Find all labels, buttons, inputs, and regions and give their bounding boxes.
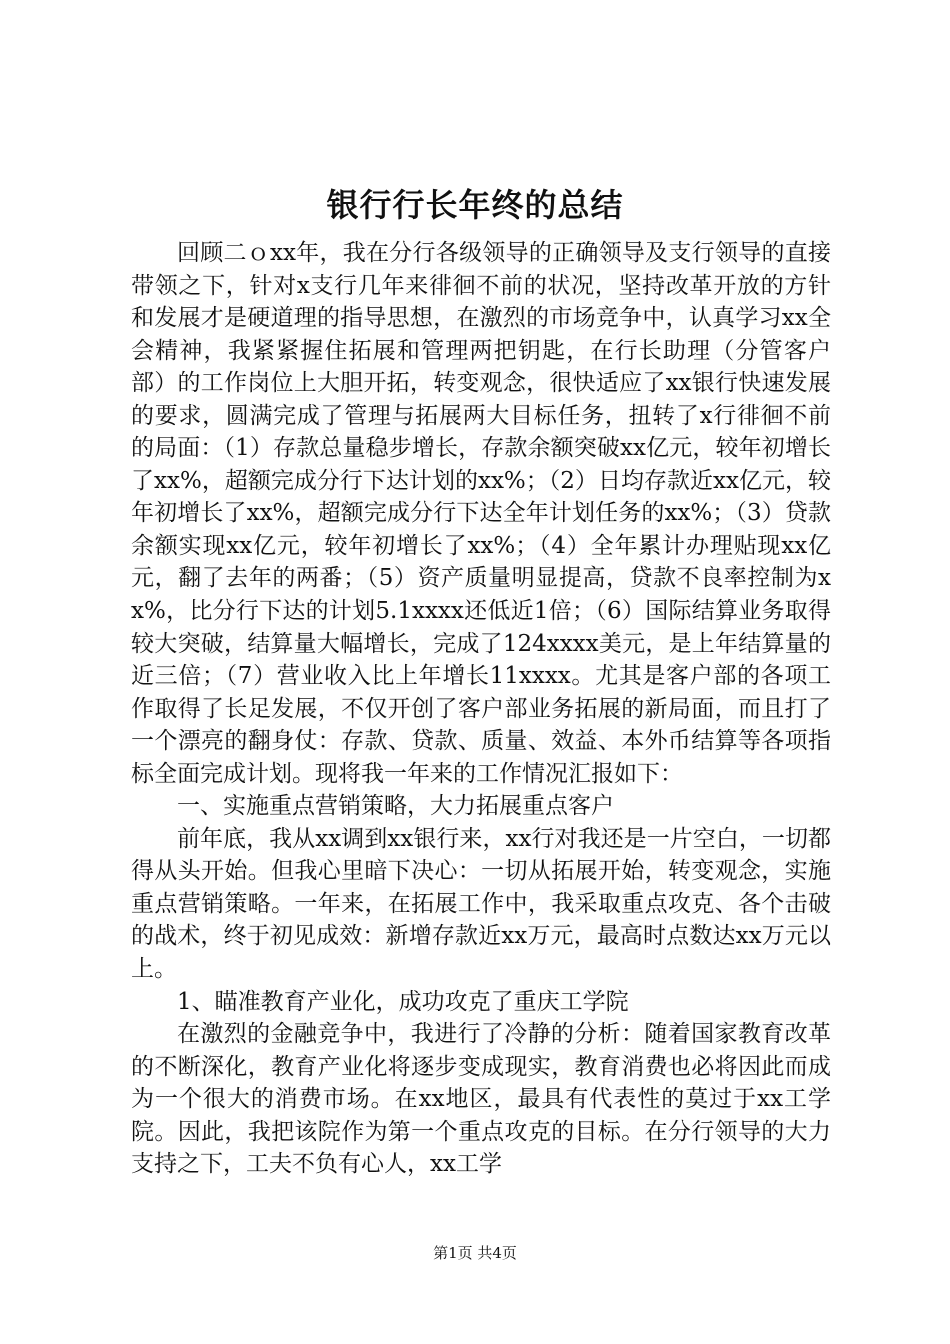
page-number-footer: 第1页 共4页 — [433, 1244, 517, 1262]
paragraph-section-1: 前年底，我从xx调到xx银行来，xx行对我还是一片空白，一切都得从头开始。但我心里暗下决心：一切从拓展开始，转变观念，实施重点营销策略。一年来，在拓展工作中，我采取重点攻克、各个击破的战术，终于初见成效：新增存款近xx万元，最高时点数达xx万元以上。 — [131, 825, 831, 983]
paragraph-intro: 回顾二ｏxx年，我在分行各级领导的正确领导及支行领导的直接带领之下，针对x支行几年来徘徊不前的状况，坚持改革开放的方针和发展才是硬道理的指导思想，在激烈的市场竞争中，认真学习xx全会精神，我紧紧握住拓展和管理两把钥匙，在行长助理（分管客户部）的工作岗位上大胆开拓，转变观念，很快适应了xx银行快速发展的要求，圆满完成了管理与拓展两大目标任务，扭转了x行徘徊不前的局面：（1）存款总量稳步增长，存款余额突破xx亿元，较年初增长了xx%，超额完成分行下达计划的xx%；（2）日均存款近xx亿元，较年初增长了xx%，超额完成分行下达全年计划任务的xx%；（3）贷款余额实现xx亿元，较年初增长了xx%；（4）全年累计办理贴现xx亿元，翻了去年的两番；（5）资产质量明显提高，贷款不良率控制为xx%，比分行下达的计划5.1xxxx还低近1倍；（6）国际结算业务取得较大突破，结算量大幅增长，完成了124xxxx美元，是上年结算量的近三倍；（7）营业收入比上年增长11xxxx。尤其是客户部的各项工作取得了长足发展，不仅开创了客户部业务拓展的新局面，而且打了一个漂亮的翻身仗：存款、贷款、质量、效益、本外币结算等各项指标全面完成计划。现将我一年来的工作情况汇报如下： — [131, 240, 831, 787]
document-body — [131, 237, 831, 1181]
subsection-heading-1: 1、瞄准教育产业化，成功攻克了重庆工学院 — [177, 988, 629, 1015]
section-heading-1: 一、实施重点营销策略，大力拓展重点客户 — [177, 793, 614, 820]
document-title: 银行行长年终的总结 — [326, 186, 624, 224]
paragraph-subsection-1: 在激烈的金融竞争中，我进行了冷静的分析：随着国家教育改革的不断深化，教育产业化将逐步变成现实，教育消费也必将因此而成为一个很大的消费市场。在xx地区，最具有代表性的莫过于xx工学院。因此，我把该院作为第一个重点攻克的目标。在分行领导的大力支持之下，工夫不负有心人，xx工学 — [131, 1021, 831, 1178]
